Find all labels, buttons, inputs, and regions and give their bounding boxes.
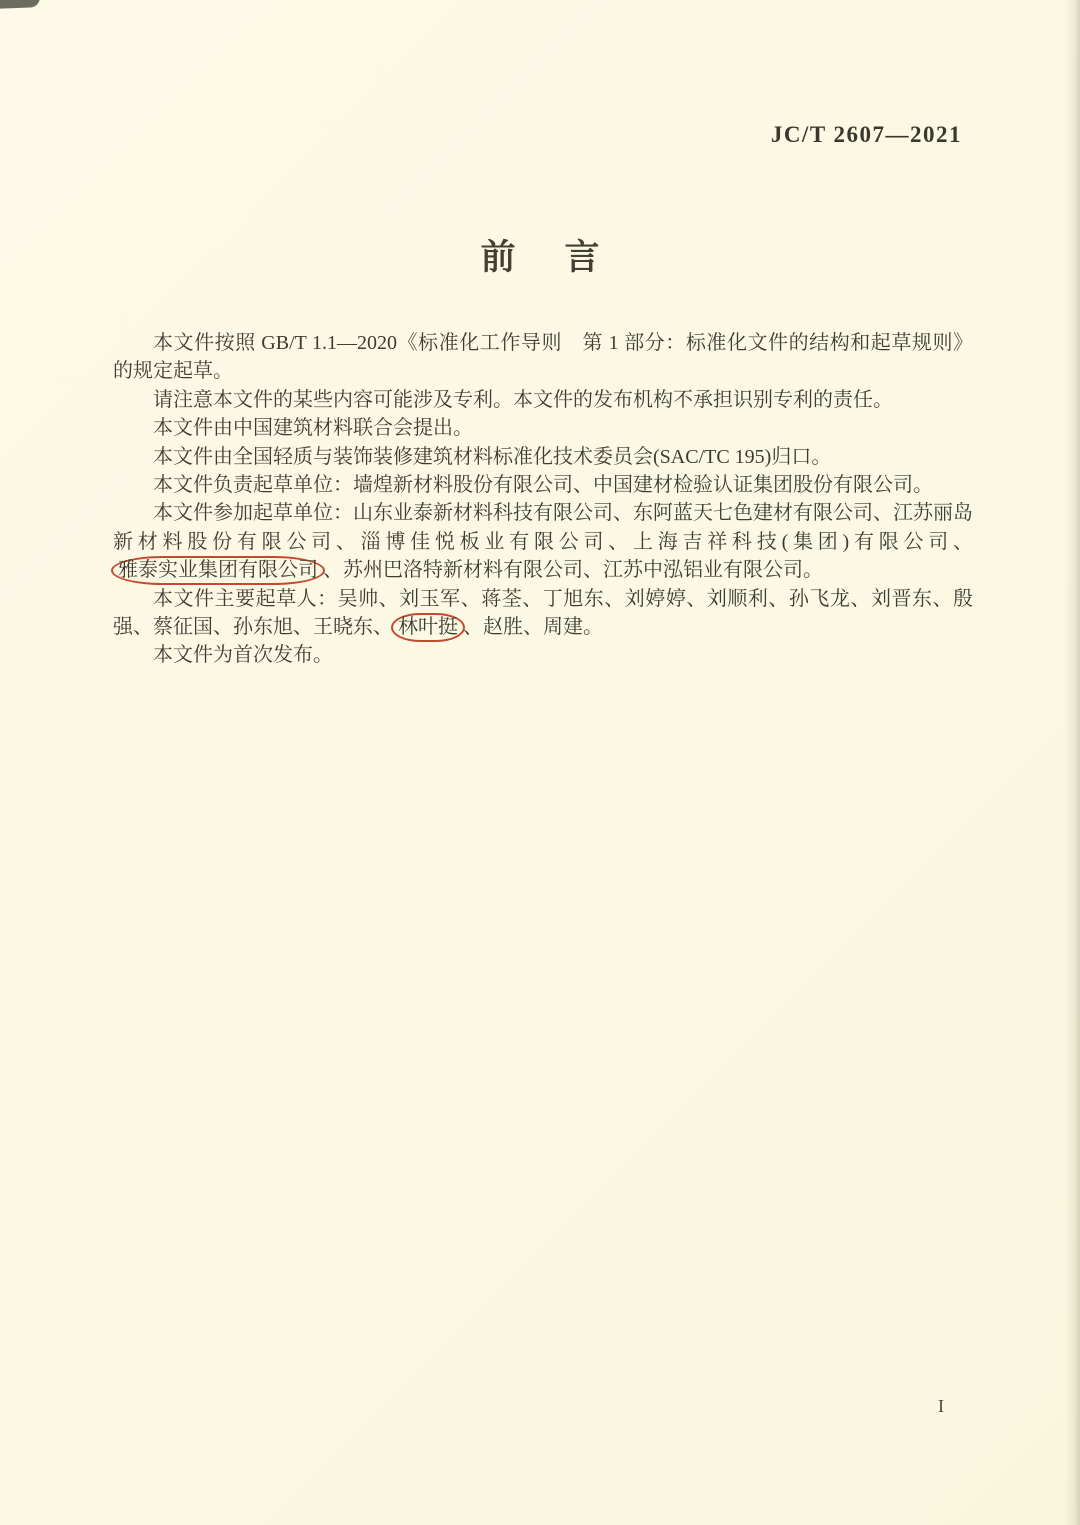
foreword-body [113,329,973,670]
paragraph-main-drafters [113,585,973,642]
paragraph-proposed-by: 本文件由中国建筑材料联合会提出。 [153,417,473,440]
standard-code: JC/T 2607—2021 [770,122,962,147]
paragraph-participating-units [113,499,973,584]
foreword-title: 前言 [480,238,649,277]
paragraph-text: 、赵胜、周建。 [463,616,603,639]
paragraph-text: 本文件参加起草单位：山东业泰新材料科技有限公司、东阿蓝天七色建材有限公司、江苏丽岛新材料股份有限公司、淄博佳悦板业有限公司、上海吉祥科技(集团)有限公司、 [113,502,973,553]
paragraph-drafting-rule: 本文件按照 GB/T 1.1—2020《标准化工作导则 第 1 部分：标准化文件的结构和起草规则》的规定起草。 [113,332,973,383]
paragraph-responsible-units: 本文件负责起草单位：墙煌新材料股份有限公司、中国建材检验认证集团股份有限公司。 [153,474,933,497]
scan-smudge [0,0,40,9]
paragraph-first-issue: 本文件为首次发布。 [153,644,333,667]
paragraph-text: 本文件主要起草人：吴帅、刘玉军、蒋荃、丁旭东、刘婷婷、刘顺利、孙飞龙、刘晋东、殷强、蔡征国、孙东旭、王晓东、 [113,587,973,639]
red-circle-annotation-company: 雅泰实业集团有限公司 [111,556,325,585]
page-number: I [938,1396,944,1416]
paragraph-text: 、苏州巴洛特新材料有限公司、江苏中泓铝业有限公司。 [323,559,823,582]
paragraph-patent-notice: 请注意本文件的某些内容可能涉及专利。本文件的发布机构不承担识别专利的责任。 [153,388,893,411]
red-circle-annotation-person: 林叶挺 [391,613,465,642]
paragraph-centralized-by: 本文件由全国轻质与装饰装修建筑材料标准化技术委员会(SAC/TC 195)归口。 [153,445,832,468]
